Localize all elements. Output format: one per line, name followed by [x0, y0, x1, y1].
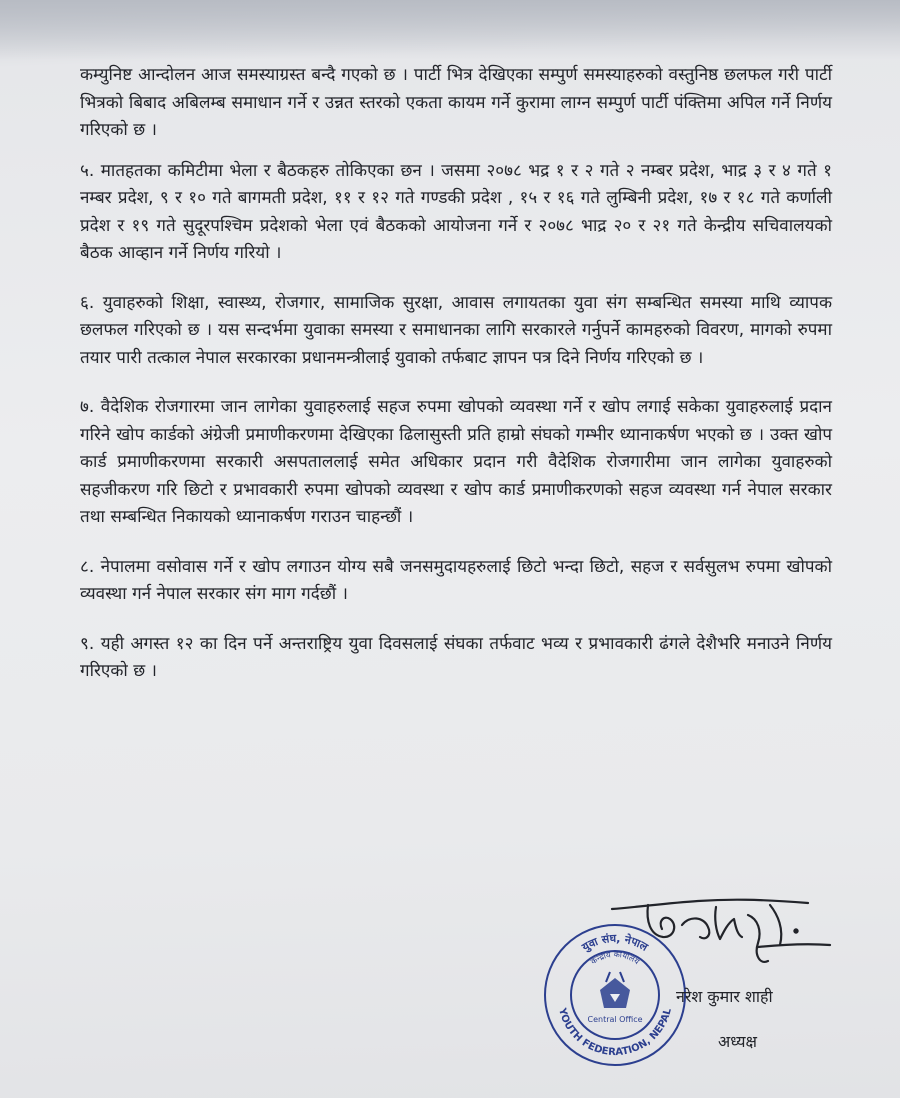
svg-text:केन्द्रीय कार्यालय [589, 950, 642, 967]
office-stamp [540, 920, 690, 1070]
stamp-emblem-icon [600, 972, 630, 1008]
stamp-center-text: Central Office [587, 1015, 643, 1024]
stamp-top-text: युवा संघ, नेपाल [579, 931, 651, 954]
paragraph-5: ५. मातहतका कमिटीमा भेला र बैठकहरु तोकिएका छन । जसमा २०७८ भद्र १ र २ गते २ नम्बर प्रदेश, भाद्र ३ र ४ गते १ नम्बर प्रदेश, ९ र १० गते बागमती प्रदेश, ११ र १२ गते गण्डकी प्रदेश , १५ र १६ गते लुम्बिनी प्रदेश, १७ र १८ गते कर्णाली प्रदेश र १९ गते सुदूरपश्चिम प्रदेशको भेला एवं बैठकको आयोजना गर्ने र २०७८ भाद्र २० र २१ गते केन्द्रीय सचिवालयको बैठक आव्हान गर्ने निर्णय गरियो । [80, 160, 832, 263]
document-body [80, 62, 832, 686]
paragraph-6: ६. युवाहरुको शिक्षा, स्वास्थ्य, रोजगार, सामाजिक सुरक्षा, आवास लगायतका युवा संग सम्बन्धित समस्या माथि व्यापक छलफल गरिएको छ । यस सन्दर्भमा युवाका समस्या र समाधानका लागि सरकारले गर्नुपर्ने कामहरुको विवरण, मागको रुपमा तयार पारी तत्काल नेपाल सरकारका प्रधानमन्त्रीलाई युवाको तर्फबाट ज्ञापन पत्र दिने निर्णय गरिएको छ । [80, 292, 832, 368]
paragraph-7: ७. वैदेशिक रोजगारमा जान लागेका युवाहरुलाई सहज रुपमा खोपको व्यवस्था गर्ने र खोप लगाई सकेका युवाहरुलाई प्रदान गरिने खोप कार्डको अंग्रेजी प्रमाणीकरणमा देखिएका ढिलासुस्ती प्रति हाम्रो संघको गम्भीर ध्यानाकर्षण भएको छ । उक्त खोप कार्ड प्रमाणीकरणमा सरकारी असपताललाई समेत अधिकार प्रदान गरी वैदेशिक रोजगारीमा जान लागेका युवाहरुको सहजीकरण गरि छिटो र प्रभावकारी रुपमा खोपको व्यवस्था र खोप कार्ड प्रमाणीकरणको सहज व्यवस्था गर्न नेपाल सरकार तथा सम्बन्धित निकायको ध्यानाकर्षण गराउन चाहन्छौं । [80, 397, 832, 527]
signatory-name: नरेश कुमार शाही [676, 987, 773, 1006]
signatory-title: अध्यक्ष [718, 1032, 757, 1051]
paragraph-8: ८. नेपालमा वसोवास गर्ने र खोप लगाउन योग्य सबै जनसमुदायहरुलाई छिटो भन्दा छिटो, सहज र सर्वसुलभ रुपमा खोपको व्यवस्था गर्न नेपाल सरकार संग माग गर्दछौं । [80, 556, 832, 604]
paragraph-4-continuation: कम्युनिष्ट आन्दोलन आज समस्याग्रस्त बन्दै गएको छ । पार्टी भित्र देखिएका सम्पुर्ण समस्याहरुको वस्तुनिष्ठ छलफल गरी पार्टी भित्रको बिबाद अबिलम्ब समाधान गर्ने र उन्नत स्तरको एकता कायम गर्ने कुरामा लाग्न सम्पुर्ण पार्टी पंक्तिमा अपिल गर्ने निर्णय गरिएको छ । [80, 65, 832, 140]
stamp-ring-text: YOUTH FEDERATION, NEPAL [556, 1007, 674, 1059]
stamp-inner-text: केन्द्रीय कार्यालय [589, 949, 641, 967]
paragraph-9: ९. यही अगस्त १२ का दिन पर्ने अन्तराष्ट्रिय युवा दिवसलाई संघका तर्फवाट भव्य र प्रभावकारी ढंगले देशैभरि मनाउने निर्णय गरिएको छ । [80, 633, 832, 681]
page-fold-shadow [0, 0, 900, 60]
